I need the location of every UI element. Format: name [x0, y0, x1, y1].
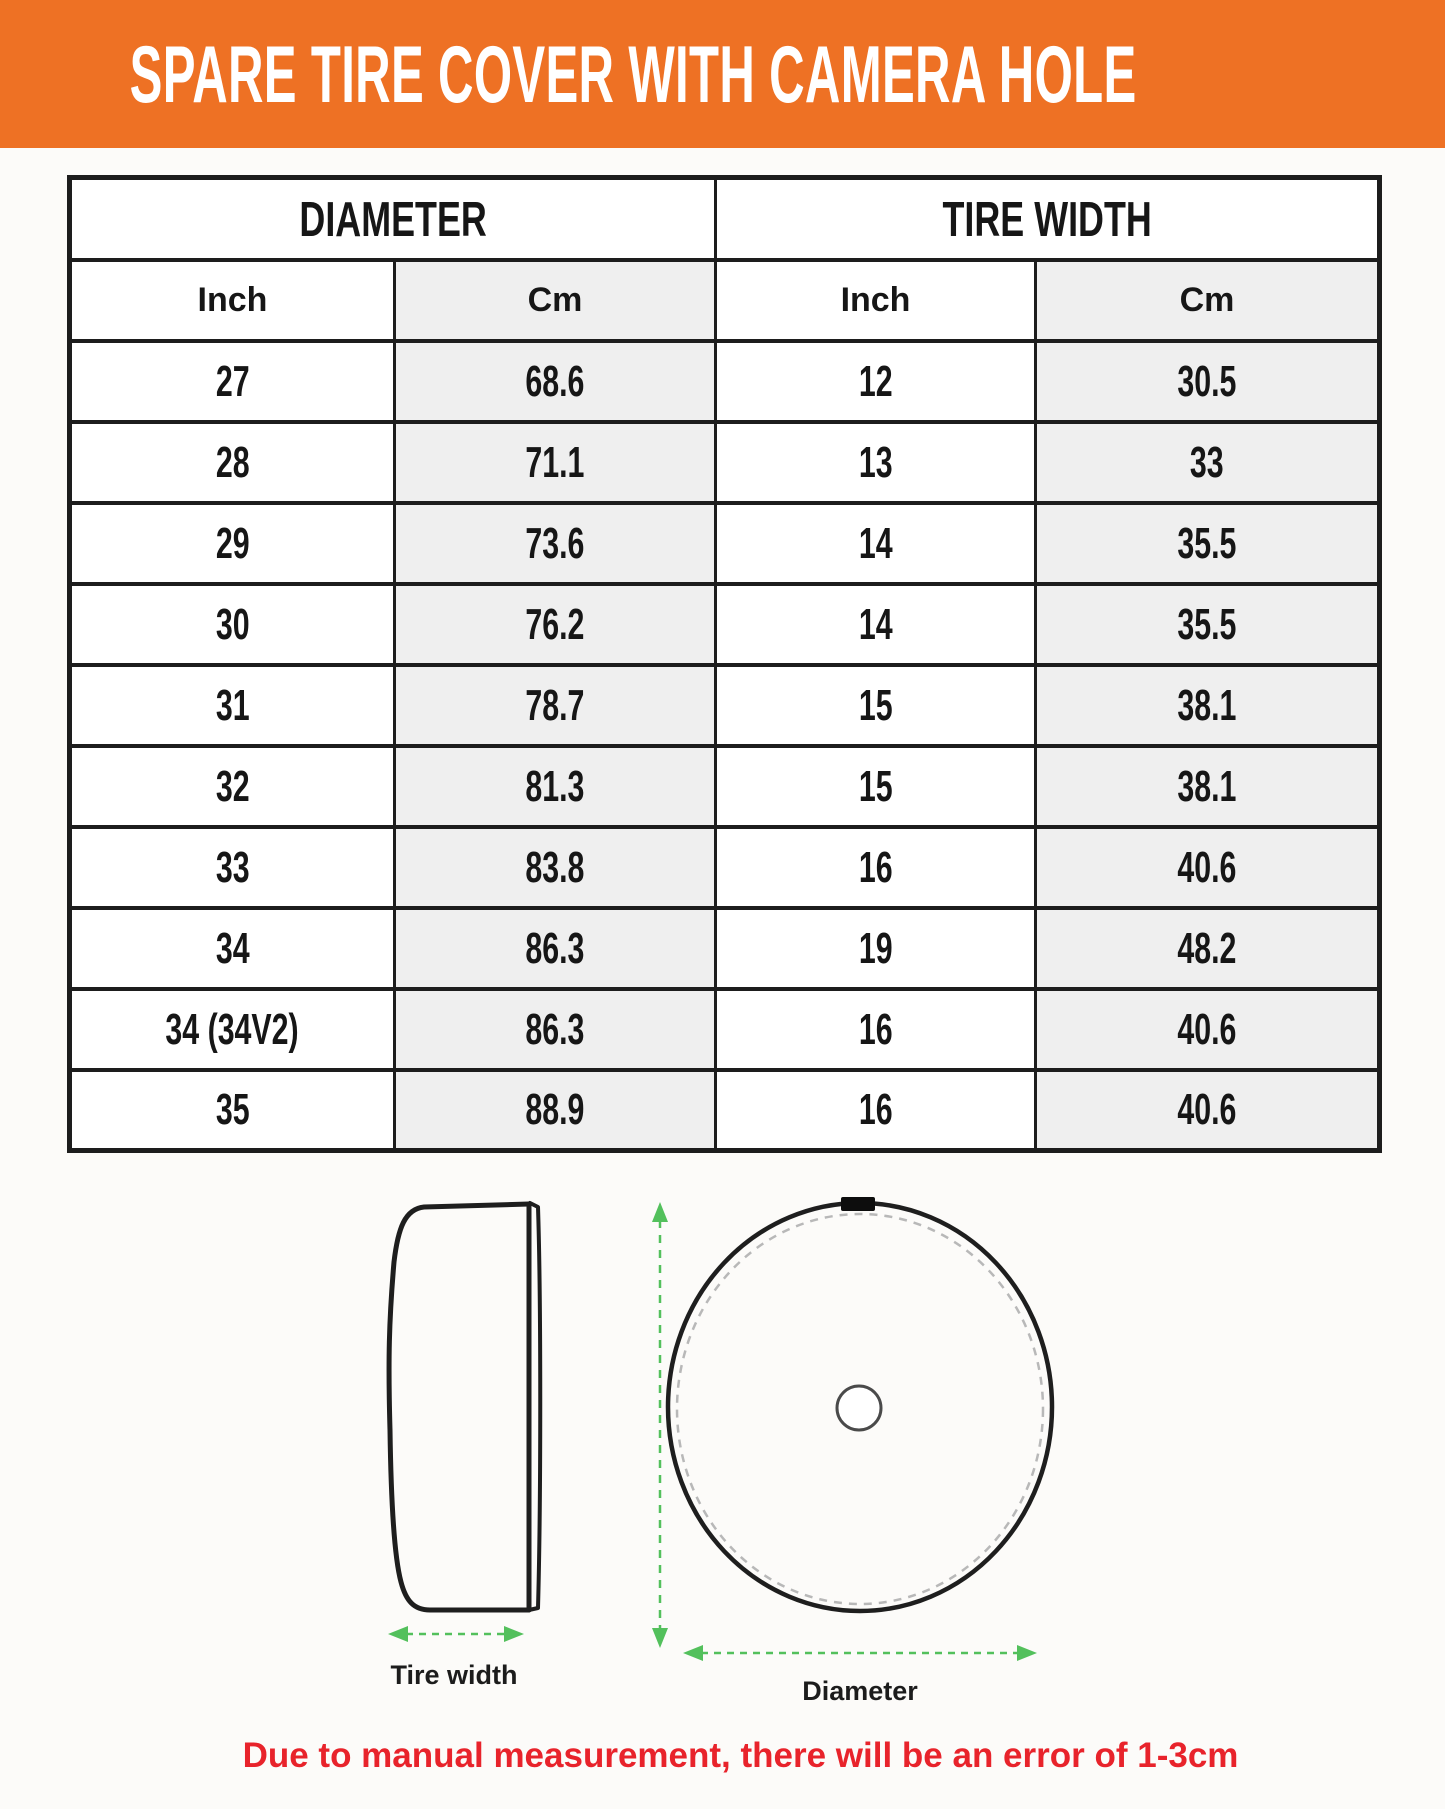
- table-cell: [70, 341, 395, 422]
- table-cell: [716, 827, 1036, 908]
- cell-value: 29: [215, 518, 250, 567]
- cell-value: 35.5: [1177, 599, 1237, 648]
- table-subheader-row: [70, 260, 1380, 341]
- cell-value: 16: [858, 1004, 893, 1053]
- table-cell: [70, 989, 395, 1070]
- cell-value: 16: [858, 1084, 893, 1134]
- table-cell: [1036, 584, 1380, 665]
- table-cell: [716, 908, 1036, 989]
- table-row: [70, 1070, 1380, 1151]
- table-cell: [395, 827, 716, 908]
- cell-value: 40.6: [1177, 1004, 1237, 1053]
- table-cell: [395, 341, 716, 422]
- table-cell: [716, 503, 1036, 584]
- cell-value: 40.6: [1177, 842, 1237, 891]
- cell-value: 35: [215, 1084, 250, 1134]
- table-cell: [716, 341, 1036, 422]
- table-cell: [395, 665, 716, 746]
- tire-side-view: [389, 1203, 540, 1610]
- cell-value: 32: [215, 761, 250, 810]
- cell-value: 30.5: [1177, 356, 1237, 405]
- cell-value: 86.3: [525, 1004, 585, 1053]
- tire-width-label: Tire width: [390, 1660, 518, 1690]
- cell-value: 73.6: [525, 518, 585, 567]
- table-cell: [1036, 908, 1380, 989]
- table-cell: [1036, 827, 1380, 908]
- table-row: [70, 422, 1380, 503]
- cell-value: 30: [215, 599, 250, 648]
- cell-value: 38.1: [1177, 761, 1237, 810]
- cell-value: 34: [215, 923, 250, 972]
- table-cell: [395, 584, 716, 665]
- vertical-diameter-arrow: [652, 1202, 668, 1648]
- table-cell: [70, 503, 395, 584]
- size-chart-table: [67, 175, 1382, 1153]
- cell-value: 16: [858, 842, 893, 891]
- group-header-tire-width: [716, 178, 1380, 260]
- table-group-header-row: [70, 178, 1380, 260]
- table-cell: [70, 584, 395, 665]
- table-cell: [395, 746, 716, 827]
- table-cell: [70, 746, 395, 827]
- cell-value: 14: [858, 518, 893, 567]
- table-cell: [1036, 422, 1380, 503]
- col-header-label: Cm: [527, 280, 583, 319]
- page-title: SPARE TIRE COVER WITH CAMERA HOLE: [130, 27, 1137, 120]
- table-cell: [1036, 503, 1380, 584]
- cell-value: 27: [215, 356, 250, 405]
- cell-value: 15: [858, 680, 893, 729]
- cell-value: 13: [858, 437, 893, 486]
- col-header-width-inch: [716, 260, 1036, 341]
- table-cell: [395, 989, 716, 1070]
- table-cell: [1036, 989, 1380, 1070]
- table-row: [70, 746, 1380, 827]
- col-header-diameter-inch: [70, 260, 395, 341]
- cell-value: 81.3: [525, 761, 585, 810]
- table-cell: [1036, 746, 1380, 827]
- table-cell: [395, 1070, 716, 1151]
- cell-value: 40.6: [1177, 1084, 1237, 1134]
- table-cell: [70, 908, 395, 989]
- tire-measurement-diagram: [0, 1150, 1445, 1750]
- cell-value: 68.6: [525, 356, 585, 405]
- table-row: [70, 503, 1380, 584]
- cell-value: 88.9: [525, 1084, 585, 1134]
- header-banner: [0, 0, 1445, 148]
- measurement-error-note: Due to manual measurement, there will be an error of 1-3cm: [242, 1736, 1239, 1775]
- table-row: [70, 908, 1380, 989]
- table-row: [70, 827, 1380, 908]
- table-cell: [716, 746, 1036, 827]
- table-cell: [70, 1070, 395, 1151]
- cell-value: 31: [215, 680, 250, 729]
- cell-value: 14: [858, 599, 893, 648]
- table-cell: [395, 908, 716, 989]
- table-cell: [716, 989, 1036, 1070]
- table-cell: [1036, 341, 1380, 422]
- cell-value: 19: [858, 923, 893, 972]
- diameter-arrow: [683, 1645, 1037, 1661]
- col-header-width-cm: [1036, 260, 1380, 341]
- camera-hole-marker: [841, 1197, 875, 1211]
- cell-value: 78.7: [525, 680, 585, 729]
- cell-value: 28: [215, 437, 250, 486]
- table-cell: [395, 503, 716, 584]
- group-header-label: DIAMETER: [299, 191, 487, 247]
- table-row: [70, 989, 1380, 1070]
- cell-value: 38.1: [1177, 680, 1237, 729]
- cell-value: 71.1: [525, 437, 585, 486]
- tire-front-view: [668, 1197, 1052, 1611]
- cell-value: 86.3: [525, 923, 585, 972]
- center-hub-hole: [837, 1386, 881, 1430]
- table-cell: [716, 584, 1036, 665]
- table-cell: [716, 1070, 1036, 1151]
- cell-value: 33: [215, 842, 250, 891]
- cell-value: 35.5: [1177, 518, 1237, 567]
- table-row: [70, 341, 1380, 422]
- table-row: [70, 584, 1380, 665]
- table-cell: [716, 665, 1036, 746]
- col-header-label: Cm: [1179, 280, 1235, 319]
- table-cell: [1036, 1070, 1380, 1151]
- table-cell: [70, 422, 395, 503]
- cell-value: 76.2: [525, 599, 585, 648]
- cell-value: 48.2: [1177, 923, 1237, 972]
- cell-value: 15: [858, 761, 893, 810]
- cell-value: 83.8: [525, 842, 585, 891]
- tire-width-arrow: [388, 1626, 524, 1642]
- table-cell: [716, 422, 1036, 503]
- table-row: [70, 665, 1380, 746]
- col-header-diameter-cm: [395, 260, 716, 341]
- cell-value: 33: [1190, 437, 1224, 486]
- table-cell: [1036, 665, 1380, 746]
- col-header-label: Inch: [197, 280, 268, 319]
- diameter-label: Diameter: [802, 1676, 918, 1706]
- cell-value: 34 (34V2): [165, 1004, 300, 1053]
- table-cell: [70, 827, 395, 908]
- group-header-label: TIRE WIDTH: [942, 191, 1152, 247]
- col-header-label: Inch: [840, 280, 911, 319]
- cell-value: 12: [858, 356, 893, 405]
- group-header-diameter: [70, 178, 716, 260]
- table-cell: [395, 422, 716, 503]
- table-cell: [70, 665, 395, 746]
